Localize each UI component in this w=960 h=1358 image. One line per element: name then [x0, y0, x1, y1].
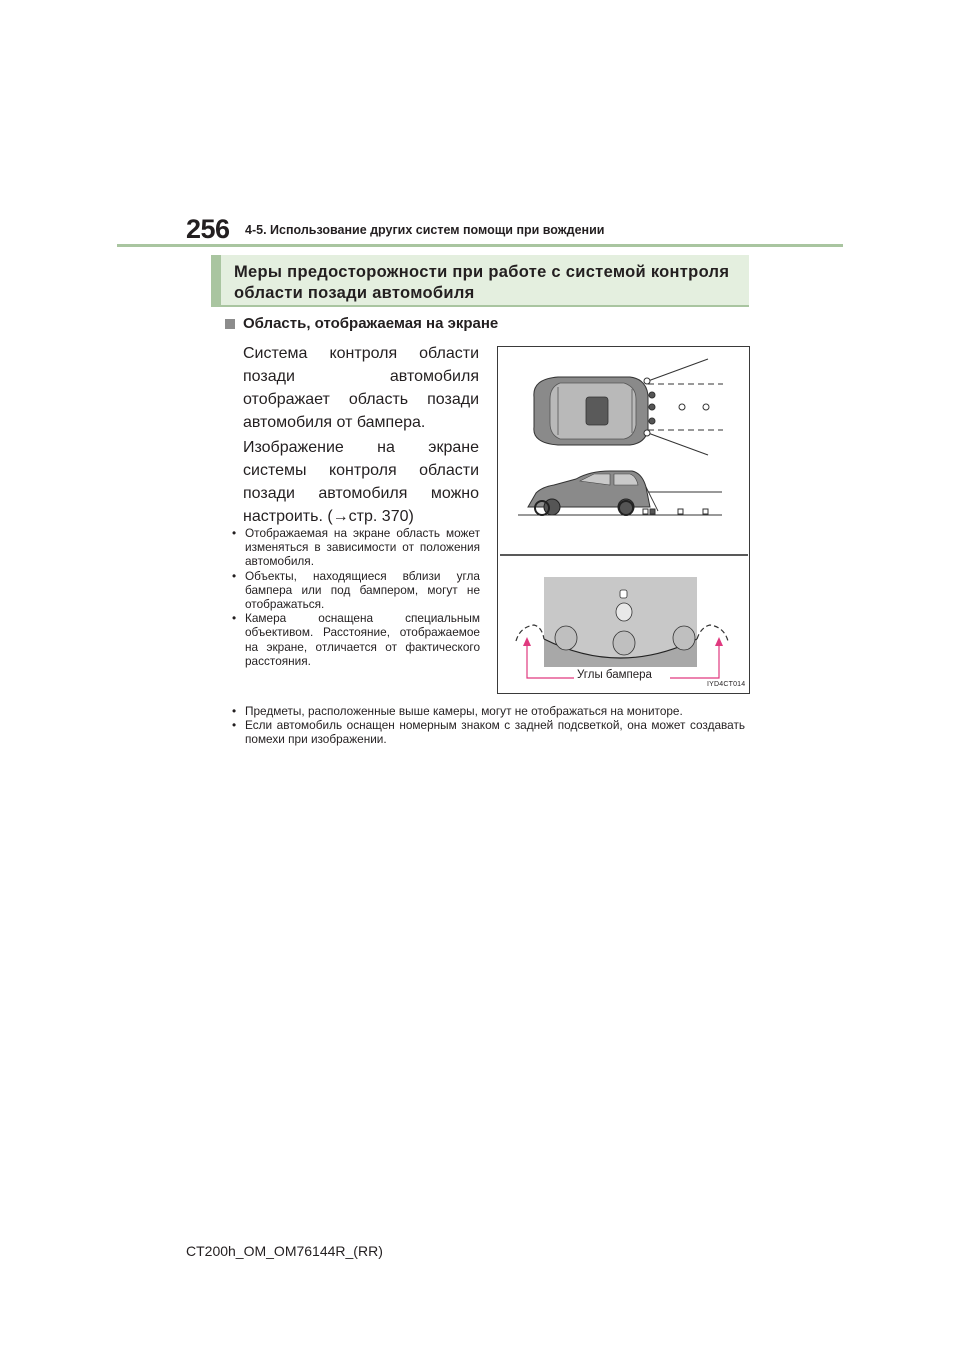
notes-list — [230, 526, 480, 668]
monitor-screen — [544, 577, 697, 667]
note-item: • Предметы, расположенные выше камеры, могут не отображаться на мониторе. — [230, 704, 745, 718]
note-item: • Если автомобиль оснащен номерным знаком с задней подсветкой, она может создавать помехи при изображении. — [230, 718, 745, 746]
notes-list-wide — [230, 704, 745, 747]
section-title: Меры предосторожности при работе с системой контроля области позади автомобиля — [234, 263, 730, 302]
subsection-square-icon — [225, 319, 235, 329]
chapter-title: 4-5. Использование других систем помощи при вождении — [245, 223, 605, 237]
car-top-view-icon — [534, 377, 648, 445]
note-item: • Объекты, находящиеся вблизи угла бампера или под бампером, могут не отображаться. — [230, 569, 480, 612]
header-divider — [117, 244, 843, 247]
rear-view-illustration — [498, 347, 750, 694]
paragraph-adjust-image: Изображение на экране системы контроля области позади автомобиля можно настроить. (→стр. 370) — [243, 439, 479, 525]
section-title-box — [211, 255, 749, 307]
page-number: 256 — [186, 214, 230, 244]
note-item: • Отображаемая на экране область может изменяться в зависимости от положения автомобиля. — [230, 526, 480, 569]
subsection-heading: Область, отображаемая на экране — [243, 315, 499, 332]
car-side-view-icon — [528, 471, 650, 515]
note-item: • Камера оснащена специальным объективом. Расстояние, отображаемое на экране, отличается от фактического расстояния. — [230, 611, 480, 668]
bumper-corners-label: Углы бампера — [577, 669, 652, 681]
paragraph-display-area: Система контроля области позади автомобиля отображает область позади автомобиля от бампера. — [243, 345, 479, 431]
footer-manual-code: CT200h_OM_OM76144R_(RR) — [186, 1243, 383, 1259]
figure-code: IYD4CT014 — [707, 681, 746, 688]
rear-view-diagram — [497, 346, 750, 694]
